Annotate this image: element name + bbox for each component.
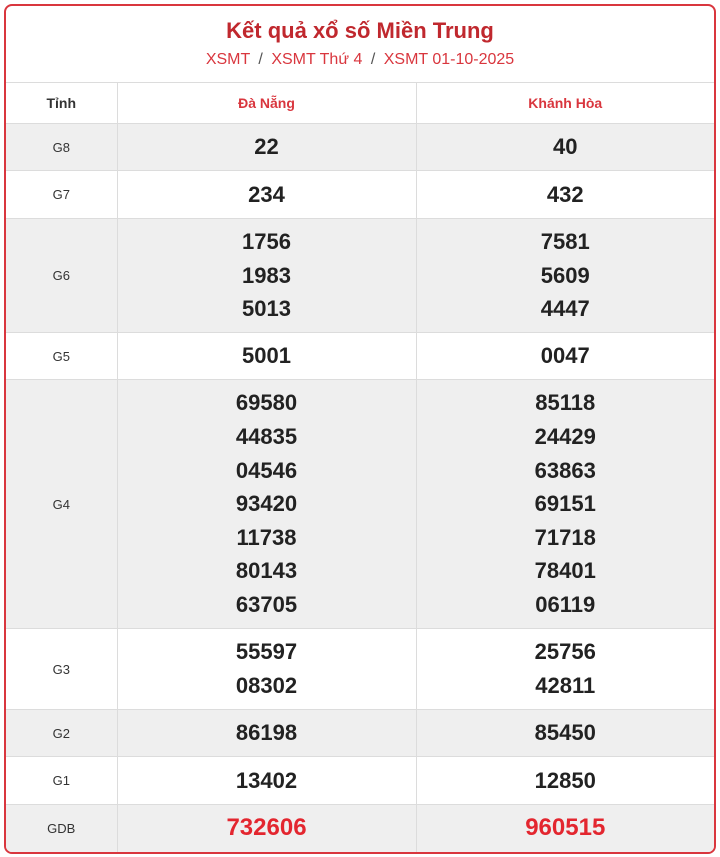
results-table-body (6, 124, 714, 852)
prize-cell-khanh-hoa (416, 757, 714, 805)
prize-cell-da-nang (117, 710, 416, 757)
prize-label: G4 (6, 380, 117, 629)
prize-number: 234 (248, 181, 285, 207)
prize-cell-da-nang (117, 171, 416, 219)
prize-number: 1756 (242, 229, 291, 255)
prize-row-g4 (6, 380, 714, 629)
results-table (6, 83, 714, 852)
table-header-row (6, 83, 714, 124)
prize-label: G2 (6, 710, 117, 757)
breadcrumb-link-xsmt-date[interactable]: XSMT 01-10-2025 (383, 51, 515, 68)
prize-cell-da-nang (117, 333, 416, 380)
special-prize-number: 960515 (525, 814, 606, 842)
prize-cell-da-nang (117, 757, 416, 805)
prize-label: G6 (6, 219, 117, 333)
prize-number: 63705 (235, 591, 298, 617)
prize-number: 5001 (242, 343, 291, 369)
breadcrumb (6, 50, 714, 70)
prize-cell-khanh-hoa (416, 333, 714, 380)
prize-number: 44835 (235, 424, 298, 450)
prize-cell-da-nang (117, 805, 416, 852)
prize-row-g3 (6, 629, 714, 710)
prize-cell-khanh-hoa (416, 805, 714, 852)
page-title: Kết quả xổ số Miền Trung (226, 18, 494, 43)
prize-number: 93420 (235, 491, 298, 517)
prize-number: 13402 (235, 767, 298, 793)
prize-cell-khanh-hoa (416, 219, 714, 333)
breadcrumb-link-xsmt-weekday[interactable]: XSMT Thứ 4 (271, 51, 363, 68)
prize-row-g1 (6, 757, 714, 805)
prize-number: 1983 (242, 262, 291, 288)
prize-label: G7 (6, 171, 117, 219)
prize-number: 86198 (235, 720, 298, 746)
prize-label: G1 (6, 757, 117, 805)
prize-number: 11738 (236, 524, 297, 550)
prize-number: 42811 (535, 673, 596, 698)
prize-number: 04546 (235, 457, 298, 483)
prize-number: 69151 (534, 491, 596, 517)
prize-cell-khanh-hoa (416, 629, 714, 710)
column-header-province: Tỉnh (6, 83, 117, 124)
prize-row-g6 (6, 219, 714, 333)
prize-cell-da-nang (117, 380, 416, 629)
prize-cell-khanh-hoa (416, 171, 714, 219)
breadcrumb-link-xsmt[interactable]: XSMT (205, 51, 250, 68)
prize-row-g7 (6, 171, 714, 219)
prize-number: 63863 (534, 457, 596, 483)
prize-row-g5 (6, 333, 714, 380)
prize-number: 40 (553, 134, 578, 160)
prize-number: 80143 (235, 558, 298, 584)
prize-cell-da-nang (117, 629, 416, 710)
prize-number: 5609 (540, 262, 590, 288)
special-prize-number: 732606 (226, 814, 307, 842)
prize-number: 7581 (540, 229, 590, 255)
prize-number: 12850 (534, 767, 596, 793)
prize-number: 55597 (235, 639, 298, 665)
prize-cell-khanh-hoa (416, 710, 714, 757)
prize-number: 25756 (534, 639, 596, 665)
breadcrumb-separator: / (370, 51, 376, 68)
prize-label: G8 (6, 124, 117, 171)
results-header (6, 6, 714, 83)
column-header-khanh-hoa[interactable]: Khánh Hòa (416, 83, 714, 124)
breadcrumb-separator: / (258, 51, 263, 68)
prize-number: 78401 (534, 558, 596, 584)
prize-number: 85118 (535, 390, 596, 416)
prize-row-g8 (6, 124, 714, 171)
prize-number: 69580 (235, 390, 298, 416)
column-header-da-nang[interactable]: Đà Nẵng (117, 83, 416, 124)
prize-number: 24429 (534, 424, 596, 450)
prize-label: GDB (6, 805, 117, 852)
prize-number: 71718 (534, 524, 596, 550)
prize-cell-khanh-hoa (416, 380, 714, 629)
prize-number: 5013 (242, 296, 291, 322)
prize-cell-da-nang (117, 124, 416, 171)
prize-number: 85450 (534, 720, 596, 746)
prize-cell-khanh-hoa (416, 124, 714, 171)
prize-row-g2 (6, 710, 714, 757)
results-card (4, 4, 716, 854)
prize-label: G5 (6, 333, 117, 380)
prize-number: 0047 (540, 343, 590, 369)
prize-row-gdb (6, 805, 714, 852)
prize-number: 432 (546, 181, 584, 207)
prize-number: 08302 (235, 673, 298, 698)
prize-number: 4447 (540, 296, 590, 322)
prize-cell-da-nang (117, 219, 416, 333)
prize-number: 06119 (535, 591, 596, 617)
prize-number: 22 (254, 134, 279, 160)
prize-label: G3 (6, 629, 117, 710)
